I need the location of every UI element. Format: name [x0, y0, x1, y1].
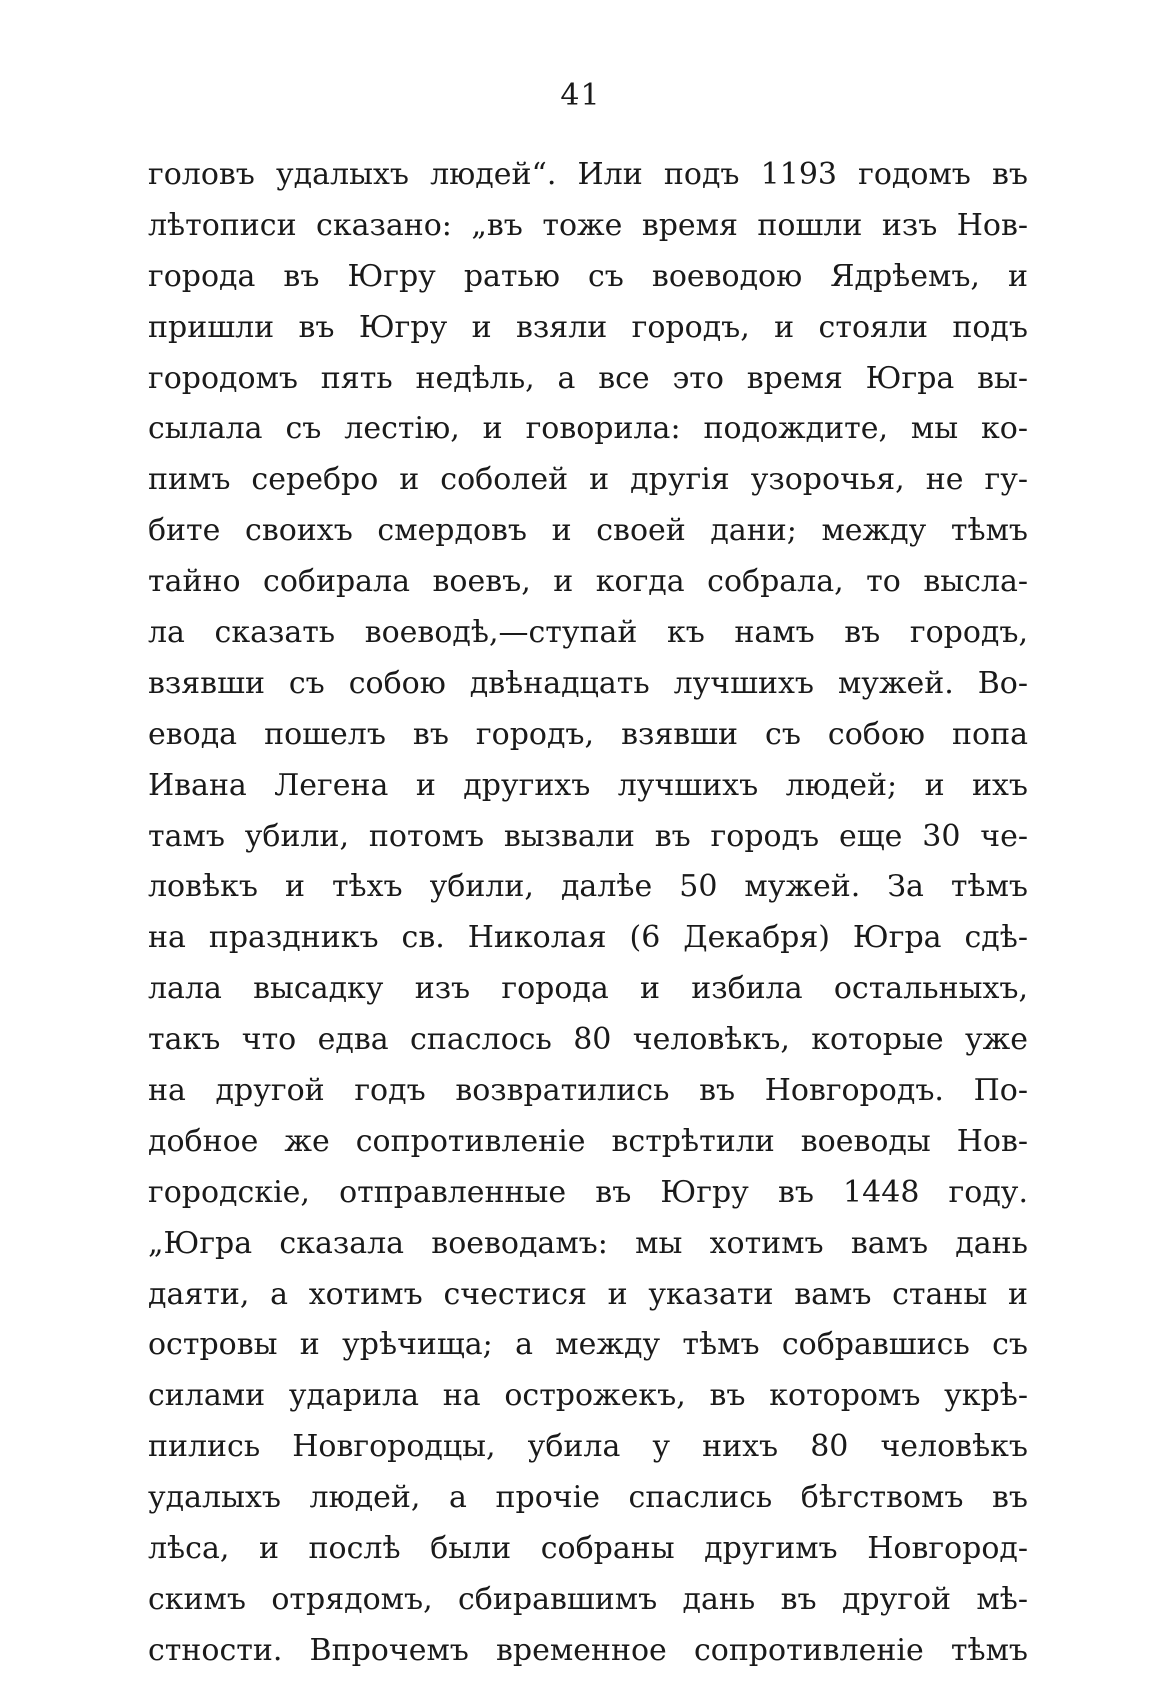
text-line: взявши съ собою двѣнадцать лучшихъ мужей. Во-	[148, 665, 1028, 701]
text-line: скимъ отрядомъ, сбиравшимъ дань въ другой мѣ-	[148, 1581, 1028, 1617]
text-line: евода пошелъ въ городъ, взявши съ собою попа	[148, 716, 1028, 752]
text-line: на другой годъ возвратились въ Новгородъ. По-	[148, 1073, 1028, 1109]
text-line: сылала съ лестію, и говорила: подождите, мы ко-	[148, 411, 1028, 447]
text-line: пришли въ Югру и взяли городъ, и стояли подъ	[148, 309, 1028, 345]
text-line: пились Новгородцы, убила у нихъ 80 человѣкъ	[148, 1429, 1028, 1465]
page-number: 41	[560, 78, 601, 113]
text-line: островы и урѣчища; а между тѣмъ собравшись съ	[148, 1327, 1028, 1363]
text-line: пимъ серебро и соболей и другія узорочья, не гу-	[148, 462, 1028, 498]
text-line: бите своихъ смердовъ и своей дани; между тѣмъ	[148, 513, 1028, 549]
text-line: лала высадку изъ города и избила остальныхъ,	[148, 971, 1028, 1007]
text-line: ла сказать воеводѣ,—ступай къ намъ въ городъ,	[148, 615, 1028, 651]
text-line: лѣтописи сказано: „въ тоже время пошли изъ Нов-	[148, 207, 1028, 243]
text-line: на праздникъ св. Николая (6 Декабря) Югра сдѣ-	[148, 920, 1028, 956]
text-line: тамъ убили, потомъ вызвали въ городъ еще 30 че-	[148, 818, 1028, 854]
text-line: лѣса, и послѣ были собраны другимъ Новгород-	[148, 1531, 1028, 1567]
text-line: головъ удалыхъ людей“. Или подъ 1193 годомъ въ	[148, 157, 1028, 192]
text-line: „Югра сказала воеводамъ: мы хотимъ вамъ дань	[148, 1225, 1028, 1261]
text-line: городомъ пять недѣль, а все это время Югра вы-	[148, 360, 1028, 396]
text-line: ловѣкъ и тѣхъ убили, далѣе 50 мужей. За тѣмъ	[148, 869, 1028, 905]
text-line: такъ что едва спаслось 80 человѣкъ, которые уже	[148, 1022, 1028, 1058]
text-line: даяти, а хотимъ счестися и указати вамъ станы и	[148, 1276, 1028, 1312]
body-text	[148, 150, 1028, 1677]
text-line: Ивана Легена и другихъ лучшихъ людей; и ихъ	[148, 767, 1028, 803]
text-line: добное же сопротивленіе встрѣтили воеводы Нов-	[148, 1123, 1028, 1159]
text-line: силами ударила на острожекъ, въ которомъ укрѣ-	[148, 1378, 1028, 1414]
text-line: тайно собирала воевъ, и когда собрала, то высла-	[148, 564, 1028, 600]
text-line: стности. Впрочемъ временное сопротивленіе тѣмъ	[148, 1632, 1028, 1668]
text-line: городскіе, отправленные въ Югру въ 1448 году.	[148, 1174, 1028, 1210]
text-line: удалыхъ людей, а прочіе спаслись бѣгствомъ въ	[148, 1480, 1028, 1516]
text-line: города въ Югру ратью съ воеводою Ядрѣемъ, и	[148, 258, 1028, 294]
